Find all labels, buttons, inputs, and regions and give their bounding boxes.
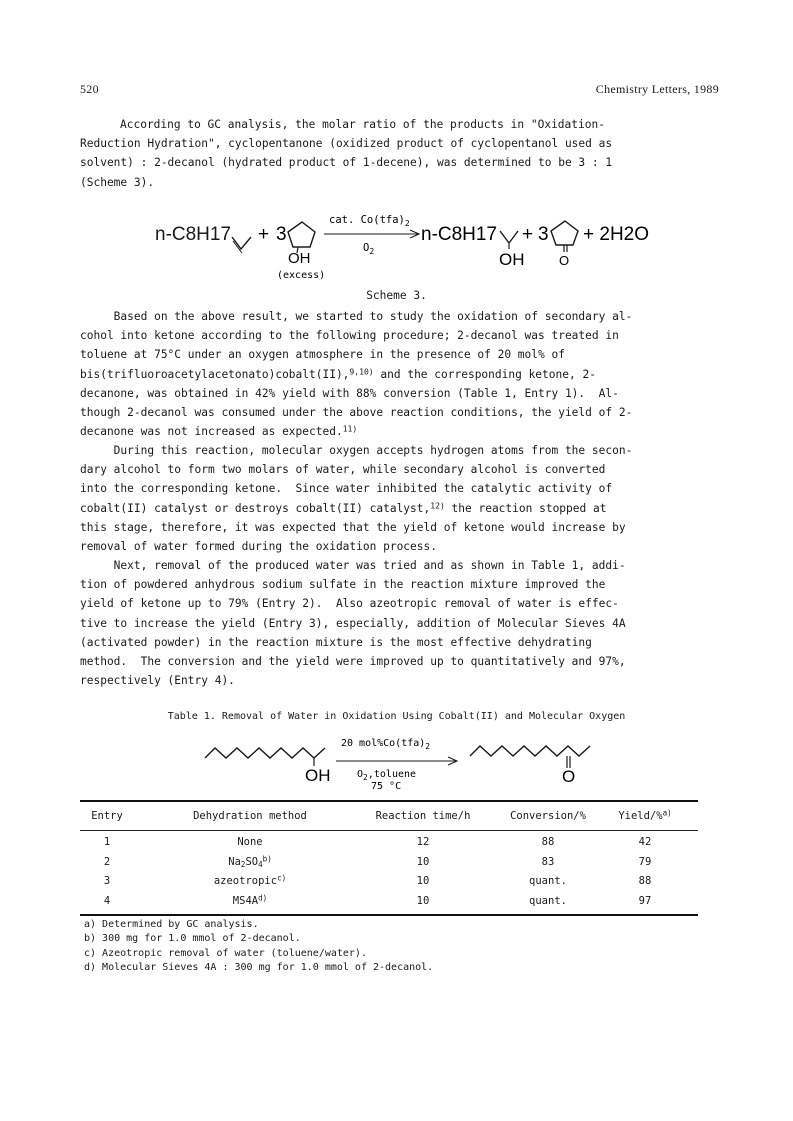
cyclopentanone-ring	[551, 221, 578, 245]
text-line: yield of ketone up to 79% (Entry 2). Also azeotropic removal of water is effec-	[80, 597, 619, 611]
coefficient-3: 3	[276, 224, 287, 245]
text-line: Reduction Hydration", cyclopentanone (oxidized product of cyclopentanol used as	[80, 137, 613, 151]
cell-time: 12	[416, 836, 430, 848]
ketone-o-label: O	[559, 253, 570, 268]
cell-conversion: 88	[541, 836, 555, 848]
journal-title: Chemistry Letters, 1989	[595, 82, 719, 96]
cell-yield: 88	[638, 875, 652, 887]
oh-label: OH	[288, 250, 311, 267]
paragraph-2	[80, 307, 720, 441]
citation-ref: 9,10)	[349, 366, 374, 376]
cell-entry: 2	[103, 855, 111, 868]
text-line: removal of water formed during the oxidation process.	[80, 539, 437, 553]
excess-label: (excess)	[277, 270, 326, 281]
text-line	[80, 499, 720, 518]
cell-method	[160, 872, 340, 892]
footnote-marker: b)	[262, 854, 272, 864]
double-bond-line	[233, 241, 242, 253]
cell-time: 10	[416, 894, 430, 907]
header-conversion: Conversion/%	[510, 810, 586, 822]
footnote-a: a) Determined by GC analysis.	[84, 919, 259, 930]
reactant-decene-label: n-C8H17	[155, 224, 232, 245]
decanol-oh: OH	[499, 250, 525, 269]
text-line: Next, removal of the produced water was tried and as shown in Table 1, addi-	[80, 559, 626, 572]
text-line: During this reaction, molecular oxygen accepts hydrogen atoms from the secon-	[80, 444, 633, 457]
text-line: solvent) : 2-decanol (hydrated product of 1-decene), was determined to be 3 : 1	[80, 156, 613, 170]
cell-time: 10	[416, 875, 430, 887]
footnote-d: d) Molecular Sieves 4A : 300 mg for 1.0 mmol of 2-decanol.	[84, 961, 434, 973]
table-row	[80, 853, 698, 873]
cell-yield: 97	[638, 894, 652, 907]
cell-method-label: azeotropic	[213, 875, 278, 887]
table-row	[80, 892, 698, 912]
scheme-caption: Scheme 3.	[366, 289, 427, 302]
plus-sign: +	[522, 224, 534, 245]
text-line: cohol into ketone according to the following procedure; 2-decanol was treated in	[80, 329, 619, 343]
table-header-row	[80, 802, 698, 830]
cell-time: 10	[416, 855, 430, 868]
product-decanol-label: n-C8H17	[421, 224, 498, 245]
text-fragment: and the corresponding ketone, 2-	[373, 367, 596, 381]
text-line: decanone, was obtained in 42% yield with 88% conversion (Table 1, Entry 1). Al-	[80, 386, 619, 400]
reactant-oh: OH	[305, 766, 331, 785]
cell-conversion: 83	[541, 855, 555, 868]
water-label: + 2H2O	[583, 224, 650, 245]
oxidant-conditions: $O_2,toluene$	[357, 769, 417, 782]
footnote-marker: a)	[662, 808, 672, 818]
text-fragment: decanone was not increased as expected.	[80, 425, 343, 439]
cell-yield: 79	[638, 855, 652, 868]
text-line: According to GC analysis, the molar ratio of the products in "Oxidation-	[120, 118, 605, 131]
text-line: this stage, therefore, it was expected that the yield of ketone would increase by	[80, 520, 626, 534]
text-line: Based on the above result, we started to study the oxidation of secondary al-	[80, 310, 633, 323]
cell-conversion: quant.	[529, 894, 567, 907]
page-number: 520	[80, 82, 99, 96]
plus-sign: +	[258, 224, 270, 245]
citation-ref: 11)	[342, 424, 358, 434]
footnote-marker: c)	[277, 873, 287, 883]
decanol-skeleton	[205, 748, 325, 758]
cell-yield: 42	[638, 836, 652, 848]
oxygen-label: $O_2$	[363, 242, 375, 256]
paragraph-4	[80, 556, 720, 690]
decanone-skeleton	[470, 746, 590, 756]
text-line	[80, 365, 720, 384]
temperature: 75 °C	[371, 781, 402, 792]
footnote-marker: d)	[258, 893, 268, 903]
paragraph-3	[80, 441, 720, 556]
header-entry: Entry	[91, 810, 123, 822]
cell-method	[160, 892, 340, 912]
scheme-3-reaction	[0, 205, 793, 295]
cell-entry: 3	[103, 875, 111, 887]
table-row	[80, 872, 698, 892]
text-line	[80, 422, 720, 441]
text-line: tion of powdered anhydrous sodium sulfate in the reaction mixture improved the	[80, 578, 606, 592]
text-line: though 2-decanol was consumed under the above reaction conditions, the yield of 2-	[80, 405, 633, 419]
text-line: tive to increase the yield (Entry 3), especially, addition of Molecular Sieves 4A	[80, 616, 626, 630]
coefficient-3b: 3	[538, 224, 549, 245]
header-time: Reaction time/h	[375, 810, 471, 822]
cell-conversion: quant.	[529, 875, 567, 887]
cell-entry: 1	[103, 836, 111, 848]
text-fragment: the reaction stopped at	[444, 501, 607, 515]
table-caption: Table 1. Removal of Water in Oxidation Using Cobalt(II) and Molecular Oxygen	[167, 711, 626, 722]
header-method: Dehydration method	[193, 810, 307, 822]
cell-method: $Na_2SO_4^{b)}$	[228, 854, 272, 869]
product-o: O	[562, 767, 576, 786]
header-yield	[600, 802, 690, 830]
cell-method-label: MS4A	[232, 894, 259, 907]
table-bottom-rule	[80, 914, 698, 916]
table-1	[80, 800, 698, 916]
catalyst-conditions: 20 $mol\%Co(tfa)_2$	[341, 738, 431, 751]
text-line: (activated powder) in the reaction mixture is the most effective dehydrating	[80, 635, 592, 649]
paragraph-1	[80, 115, 720, 192]
text-fragment: bis(trifluoroacetylacetonato)cobalt(II),	[80, 367, 350, 381]
table-reaction-scheme	[0, 732, 793, 804]
table-footnotes	[84, 918, 433, 975]
text-line: toluene at 75°C under an oxygen atmosphere in the presence of 20 mol% of	[80, 348, 565, 362]
cyclopentanol-ring	[288, 222, 315, 247]
text-line: into the corresponding ketone. Since water inhibited the catalytic activity of	[80, 482, 613, 496]
text-line: dary alcohol to form two molars of water, while secondary alcohol is converted	[80, 463, 606, 477]
text-fragment: cobalt(II) catalyst or destroys cobalt(II) catalyst,	[80, 501, 431, 515]
catalyst-label: cat. $Co(tfa)_2$	[329, 214, 410, 228]
decanol-chain	[500, 231, 518, 243]
footnote-c: c) Azeotropic removal of water (toluene/water).	[84, 947, 367, 959]
footnote-b: b) 300 mg for 1.0 mmol of 2-decanol.	[84, 933, 301, 945]
text-line: method. The conversion and the yield were improved up to quantitatively and 97%,	[80, 654, 626, 668]
text-line: respectively (Entry 4).	[80, 674, 235, 688]
cell-entry: 4	[103, 894, 111, 907]
citation-ref: 12)	[430, 500, 445, 510]
cell-method: None	[237, 836, 263, 848]
table-row	[80, 833, 698, 853]
text-line: (Scheme 3).	[80, 175, 155, 189]
header-yield-label: Yield/%	[618, 810, 663, 822]
